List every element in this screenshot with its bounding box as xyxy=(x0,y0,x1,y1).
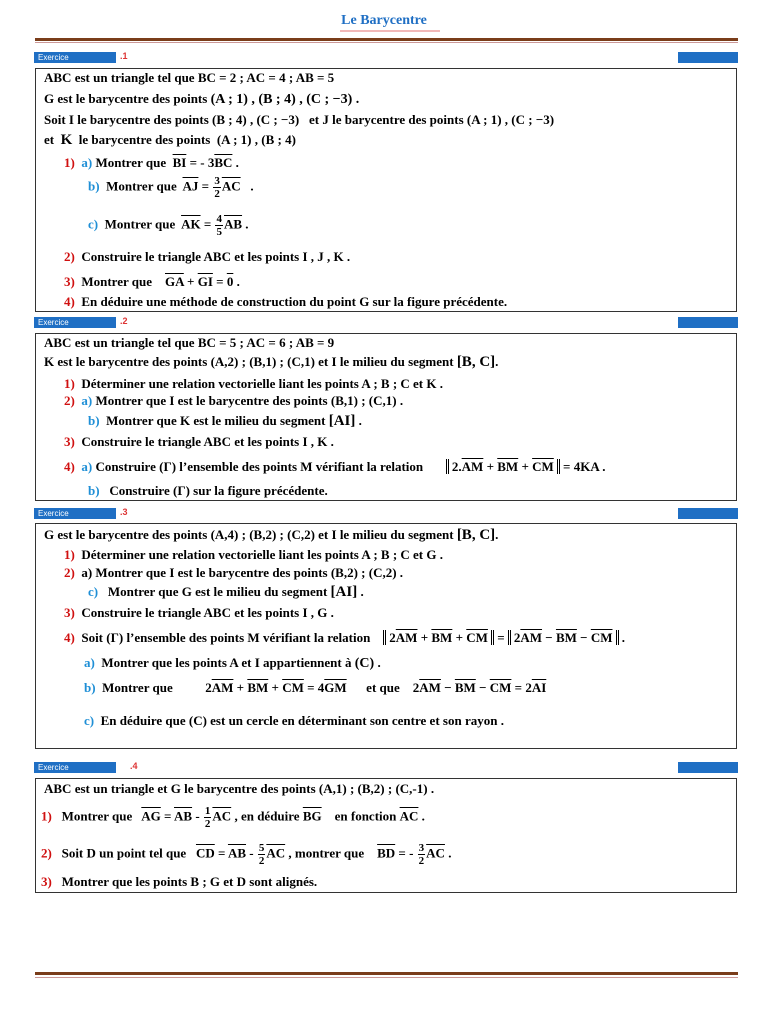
header-block xyxy=(678,508,738,519)
ex3-q1: 1) Déterminer une relation vectorielle liant les points A ; B ; C et G . xyxy=(64,547,443,562)
fraction: $\frac{5}{2}$ xyxy=(258,842,265,867)
ex1-q3: 3) Montrer que $\overline{GA} + \overline{GI} = 0$ . xyxy=(64,274,240,289)
header-block xyxy=(678,317,738,328)
ex1-q2: 2) Construire le triangle ABC et les points I , J , K . xyxy=(64,249,351,264)
exercise-1-box xyxy=(35,68,737,312)
exercise-tag: Exercice xyxy=(34,317,116,328)
ex3-q2a: 2) a) Montrer que I est le barycentre des points (B,2) ; (C,2) . xyxy=(64,565,404,580)
exercise-number: .2 xyxy=(120,316,128,326)
exercise-1-header xyxy=(34,52,738,63)
ex2-q2b: b) Montrer que K est le milieu du segment [AI] . xyxy=(88,413,362,429)
exercise-number: .1 xyxy=(120,51,128,61)
exercise-tag: Exercice xyxy=(34,508,116,519)
header-block xyxy=(678,762,738,773)
exercise-tag: Exercice xyxy=(34,762,116,773)
norm-expression: $2.\overline{AM} + \overline{BM} + \overline{CM}$ xyxy=(446,459,560,474)
ex2-statement: ABC est un triangle tel que BC = 5 ; AC = 6 ; AB = 9 xyxy=(44,335,335,350)
exercise-4-header xyxy=(34,762,738,773)
fraction: $\frac{3}{2}$ xyxy=(418,842,425,867)
ex1-line2: G est le barycentre des points (A ; 1) , (B ; 4) , (C ; −3) . xyxy=(44,91,360,107)
ex3-statement: G est le barycentre des points (A,4) ; (B,2) ; (C,2) et I le milieu du segment [B, C]. xyxy=(44,527,499,543)
exercise-3-header xyxy=(34,508,738,519)
exercise-4-box xyxy=(35,778,737,893)
ex1-q1c: c) Montrer que $\overline{AK}$ = $\frac{4}{5}$ $\overline{AB}$ . xyxy=(88,213,249,238)
ex4-q3: 3) Montrer que les points B ; G et D sont alignés. xyxy=(41,874,318,889)
ex1-line4: et K le barycentre des points (A ; 1) , (B ; 4) xyxy=(44,132,296,148)
exercise-2-box xyxy=(35,333,737,501)
ex2-q4a: 4) a) Construire (Γ) l’ensemble des points M vérifiant la relation $2.\overline{AM} + \overline{BM} + \overline{CM} = 4KA$ . xyxy=(64,459,606,474)
ex1-line3: Soit I le barycentre des points (B ; 4) , (C ; −3) et J le barycentre des points (A ; 1) , (C ; −3) xyxy=(44,112,555,127)
ex4-q1: 1) Montrer que $\overline{AG} = \overline{AB}$ - $\frac{1}{2}$ $\overline{AC}$ , en déduire $\overline{BG}$ en fonction $\overline{AC}$ . xyxy=(41,805,425,830)
fraction: $\frac{1}{2}$ xyxy=(204,805,211,830)
exercise-number: .4 xyxy=(130,761,138,771)
ex1-statement: ABC est un triangle tel que BC = 2 ; AC = 4 ; AB = 5 xyxy=(44,70,335,85)
ex2-q2a: 2) a) Montrer que I est le barycentre des points (B,1) ; (C,1) . xyxy=(64,393,404,408)
ex4-q2: 2) Soit D un point tel que $\overline{CD} = \overline{AB}$ - $\frac{5}{2}$ $\overline{AC}$ , montrer que $\overline{BD}$ = - $\frac{3}{2}$ $\overline{AC}$ . xyxy=(41,842,452,867)
ex3-q4: 4) Soit (Γ) l’ensemble des points M vérifiant la relation $2\overline{AM} + \overline{BM} + \overline{CM} = 2\overline{AM} - \overline{BM} - \overline{CM}$ . xyxy=(64,630,625,645)
header-rule-thin xyxy=(35,42,738,43)
ex3-q4a: a) Montrer que les points A et I appartiennent à (C) . xyxy=(84,655,381,671)
ex3-q2c: c) Montrer que G est le milieu du segment [AI] . xyxy=(88,584,364,600)
exercise-3-box xyxy=(35,523,737,749)
ex2-q4b: b) Construire (Γ) sur la figure précédente. xyxy=(88,483,328,498)
ex1-q1b: b) Montrer que $\overline{AJ}$ = $\frac{3}{2}$ $\overline{AC}$ . xyxy=(88,175,254,200)
fraction: $\frac{4}{5}$ xyxy=(216,213,222,238)
norm-expression: $2\overline{AM} + \overline{BM} + \overline{CM}$ xyxy=(383,630,494,645)
ex3-q3: 3) Construire le triangle ABC et les points I , G . xyxy=(64,605,334,620)
ex2-q3: 3) Construire le triangle ABC et les points I , K . xyxy=(64,434,334,449)
norm-expression: $2\overline{AM} - \overline{BM} - \overline{CM}$ xyxy=(508,630,619,645)
title-underline xyxy=(340,30,440,32)
footer-rule-thin xyxy=(35,977,738,978)
ex3-q4c: c) En déduire que (C) est un cercle en déterminant son centre et son rayon . xyxy=(84,713,504,728)
footer-rule xyxy=(35,972,738,975)
header-rule xyxy=(35,38,738,41)
ex1-q1a: 1) a) Montrer que $\overline{BI}$ = - $3\overline{BC}$ . xyxy=(64,155,239,170)
header-block xyxy=(678,52,738,63)
fraction: $\frac{3}{2}$ xyxy=(214,175,220,200)
exercise-tag: Exercice xyxy=(34,52,116,63)
exercise-2-header xyxy=(34,317,738,328)
exercise-number: .3 xyxy=(120,507,128,517)
ex2-line2: K est le barycentre des points (A,2) ; (B,1) ; (C,1) et I le milieu du segment [B, C]. xyxy=(44,354,499,370)
ex1-q4: 4) En déduire une méthode de construction du point G sur la figure précédente. xyxy=(64,294,508,309)
ex3-q4b: b) Montrer que $2\overline{AM} + \overline{BM} + \overline{CM} = 4\overline{GM}$ et que $2\overline{AM} - \overline{BM} - \overline{CM} = 2\overline{AI}$ xyxy=(84,680,547,695)
ex4-statement: ABC est un triangle et G le barycentre des points (A,1) ; (B,2) ; (C,-1) . xyxy=(44,781,435,796)
page-title: Le Barycentre xyxy=(341,13,427,28)
ex2-q1: 1) Déterminer une relation vectorielle liant les points A ; B ; C et K . xyxy=(64,376,443,391)
